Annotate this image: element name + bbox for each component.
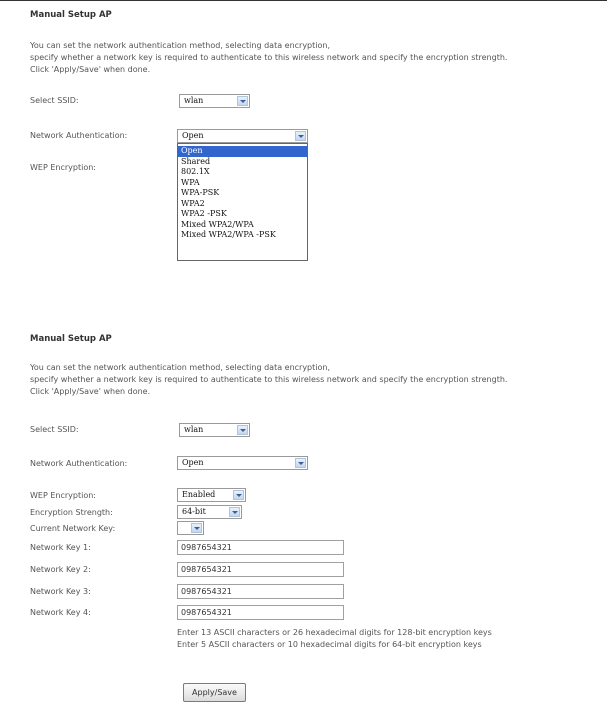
network-authentication-dropdown [177,143,308,261]
network-authentication-label: Network Authentication: [30,131,128,140]
network-key-1-input[interactable]: 0987654321 [177,540,344,555]
current-network-key-label: Current Network Key: [30,524,116,533]
auth-option-wpa[interactable]: WPA [181,177,200,187]
wep-encryption-label: WEP Encryption: [30,163,96,172]
description-line: Click 'Apply/Save' when done. [30,387,151,396]
hint-128-bit: Enter 13 ASCII characters or 26 hexadecimal digits for 128-bit encryption keys [177,628,492,637]
network-key-2-input[interactable]: 0987654321 [177,562,344,577]
network-authentication-value: Open [182,131,204,140]
chevron-down-icon[interactable] [237,425,248,435]
ssid-select-value: wlan [184,425,204,434]
network-authentication-select[interactable] [177,129,308,143]
select-ssid-label: Select SSID: [30,96,79,105]
wep-encryption-value: Enabled [182,490,216,499]
description [30,362,507,398]
auth-option-wpa2[interactable]: WPA2 [181,198,205,208]
network-key-4-label: Network Key 4: [30,608,91,617]
ssid-select-value: wlan [184,96,204,105]
chevron-down-icon[interactable] [191,523,202,533]
page-title: Manual Setup AP [30,334,112,344]
auth-option-shared[interactable]: Shared [181,156,211,166]
current-network-key-select[interactable] [177,521,204,535]
network-key-3-input[interactable]: 0987654321 [177,584,344,599]
encryption-strength-select[interactable] [177,505,242,519]
auth-option-mixed-wpa2-wpa[interactable]: Mixed WPA2/WPA [181,219,254,229]
chevron-down-icon[interactable] [295,131,306,141]
auth-option-8021x[interactable]: 802.1X [181,167,210,176]
top-divider [0,0,607,1]
network-key-4-input[interactable]: 0987654321 [177,605,344,620]
apply-save-button[interactable]: Apply/Save [183,683,246,702]
network-key-3-label: Network Key 3: [30,587,91,596]
key-length-hints [177,627,492,651]
wep-encryption-select[interactable] [177,488,246,502]
auth-option-open[interactable]: Open [178,146,307,157]
hint-64-bit: Enter 5 ASCII characters or 10 hexadecimal digits for 64-bit encryption keys [177,640,482,649]
description-line: specify whether a network key is required to authenticate to this wireless network and specify the encryption strength. [30,53,508,62]
description-line: You can set the network authentication method, selecting data encryption, [30,363,331,372]
select-ssid-label: Select SSID: [30,425,79,434]
ssid-select[interactable] [179,94,250,108]
network-key-1-label: Network Key 1: [30,543,91,552]
auth-option-mixed-wpa2-wpa-psk[interactable]: Mixed WPA2/WPA -PSK [181,230,276,239]
page-title: Manual Setup AP [30,10,112,20]
network-authentication-value: Open [182,458,204,467]
encryption-strength-label: Encryption Strength: [30,508,113,517]
encryption-strength-value: 64-bit [182,507,206,516]
chevron-down-icon[interactable] [237,96,248,106]
chevron-down-icon[interactable] [229,507,240,517]
wep-encryption-label: WEP Encryption: [30,491,96,500]
auth-option-wpa-psk[interactable]: WPA-PSK [181,188,220,197]
description-line: specify whether a network key is required to authenticate to this wireless network and specify the encryption strength. [30,375,508,384]
chevron-down-icon[interactable] [233,490,244,500]
chevron-down-icon[interactable] [295,458,306,468]
ssid-select[interactable] [179,423,250,437]
description-line: You can set the network authentication method, selecting data encryption, [30,41,331,50]
network-authentication-select[interactable] [177,456,308,470]
network-key-2-label: Network Key 2: [30,565,91,574]
auth-option-wpa2-psk[interactable]: WPA2 -PSK [181,209,227,218]
description [30,40,507,76]
network-authentication-label: Network Authentication: [30,459,128,468]
description-line: Click 'Apply/Save' when done. [30,65,151,74]
